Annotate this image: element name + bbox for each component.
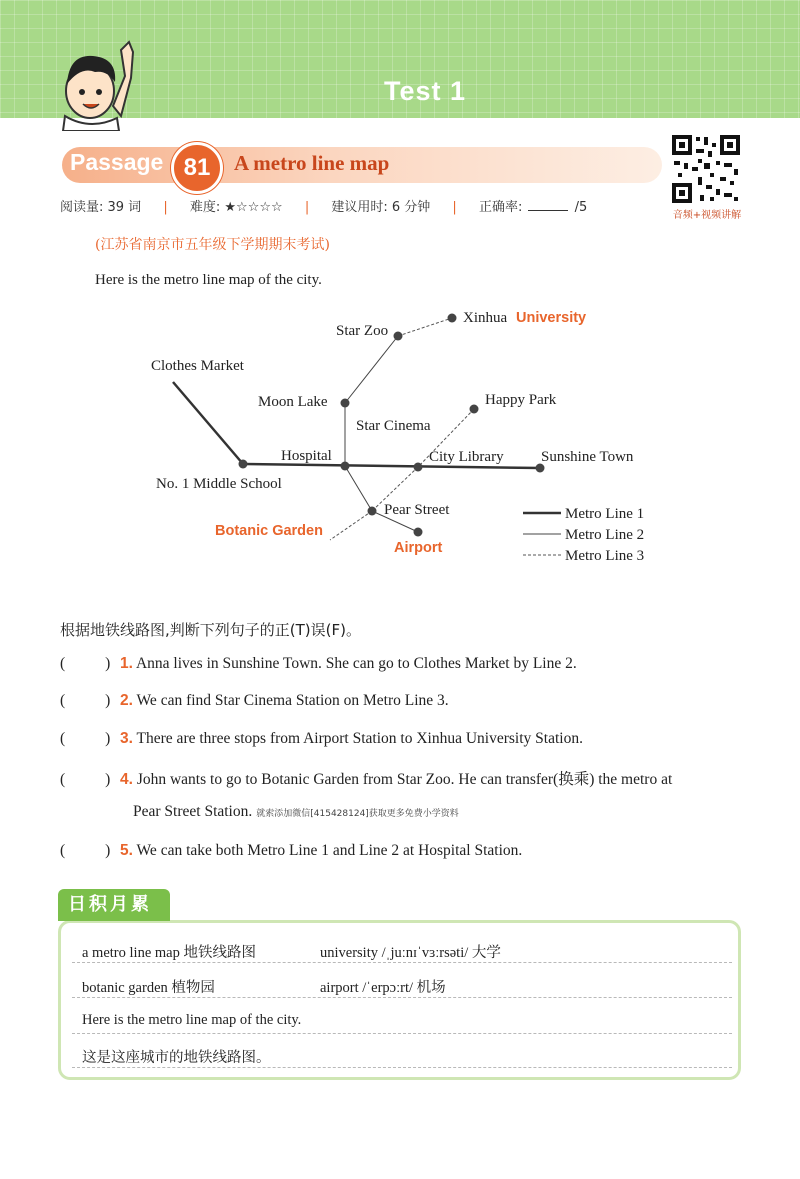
passage-number-badge: 81	[171, 142, 223, 194]
qr-caption: 音频+视频讲解	[672, 210, 742, 221]
station-dot	[368, 507, 377, 516]
vocab-row-right	[320, 941, 501, 962]
passage-title: A metro line map	[234, 151, 390, 175]
station-label-no1-school: No. 1 Middle School	[156, 476, 282, 492]
dashed-divider	[72, 997, 732, 998]
station-dot	[239, 460, 248, 469]
vocab-title: 日积月累	[58, 889, 170, 921]
vocab-sentence: Here is the metro line map of the city.	[82, 1012, 302, 1028]
question-number: 4.	[120, 771, 133, 788]
boy-mascot-icon	[55, 36, 145, 131]
question-number: 2.	[120, 692, 133, 709]
dashed-divider	[72, 1067, 732, 1068]
station-label-moon-lake: Moon Lake	[258, 394, 328, 410]
station-dot	[470, 405, 479, 414]
exam-source: (江苏省南京市五年级下学期期末考试)	[95, 237, 330, 253]
question-4	[60, 767, 672, 789]
difficulty-label: 难度:	[189, 200, 221, 215]
accuracy-total: /5	[574, 200, 588, 215]
vocab-sentence-translation: 这是这座城市的地铁线路图。	[82, 1050, 271, 1066]
station-dot	[341, 462, 350, 471]
metro-line-map	[0, 290, 800, 580]
answer-blank[interactable]: ( )	[60, 771, 111, 788]
station-label-airport: Airport	[394, 540, 443, 556]
metro-line-1	[173, 382, 243, 464]
metro-line-2	[345, 336, 398, 403]
separator: |	[452, 200, 457, 215]
question-number: 1.	[120, 655, 133, 672]
answer-blank[interactable]: ( )	[60, 655, 111, 672]
answer-blank[interactable]: ( )	[60, 692, 111, 709]
station-label-sunshine-town: Sunshine Town	[541, 449, 634, 465]
question-text: Anna lives in Sunshine Town. She can go to Clothes Market by Line 2.	[135, 655, 577, 672]
reading-count: 阅读量: 39 词	[60, 200, 142, 215]
question-text: We can find Star Cinema Station on Metro Line 3.	[136, 692, 449, 709]
question-5	[60, 842, 522, 860]
station-dot	[414, 528, 423, 537]
station-label-university: University	[516, 310, 587, 326]
legend-line-3: Metro Line 3	[565, 548, 645, 564]
station-label-city-library: City Library	[429, 449, 504, 465]
answer-blank[interactable]: ( )	[60, 842, 111, 859]
accuracy-blank[interactable]	[528, 210, 568, 211]
intro-text: Here is the metro line map of the city.	[95, 272, 322, 288]
meta-row	[60, 196, 587, 215]
suggested-time: 建议用时: 6 分钟	[331, 200, 431, 215]
station-label-hospital: Hospital	[281, 448, 332, 464]
vocab-row	[82, 941, 256, 962]
station-dot	[341, 399, 350, 408]
instruction: 根据地铁线路图,判断下列句子的正(T)误(F)。	[60, 621, 361, 639]
question-text: We can take both Metro Line 1 and Line 2 at Hospital Station.	[136, 842, 523, 859]
legend-line-2: Metro Line 2	[565, 527, 645, 543]
metro-line-3	[398, 318, 452, 336]
question-2	[60, 692, 449, 710]
station-dot	[414, 463, 423, 472]
dashed-divider	[72, 1033, 732, 1034]
accuracy-label: 正确率:	[478, 200, 523, 215]
test-title: Test 1	[384, 76, 467, 106]
question-text: John wants to go to Botanic Garden from Star Zoo. He can transfer(换乘) the metro at	[136, 771, 673, 788]
metro-line-3	[330, 511, 372, 540]
question-number: 3.	[120, 730, 133, 747]
watermark-text: 就索添加微信[415428124]获取更多免费小学资料	[256, 809, 459, 819]
station-label-botanic-garden: Botanic Garden	[215, 523, 323, 539]
question-3	[60, 730, 583, 748]
station-dot	[394, 332, 403, 341]
metro-line-2	[345, 466, 372, 511]
qr-code-icon[interactable]	[670, 133, 742, 205]
station-dot	[448, 314, 457, 323]
separator: |	[163, 200, 168, 215]
station-label-clothes-market: Clothes Market	[151, 358, 244, 374]
station-label-star-cinema: Star Cinema	[356, 418, 431, 434]
vocab-right: university /ˌjuːnɪˈvɜːrsəti/ 大学	[320, 945, 501, 961]
answer-blank[interactable]: ( )	[60, 730, 111, 747]
question-4-continued	[133, 803, 459, 821]
station-label-star-zoo: Star Zoo	[336, 323, 389, 339]
dashed-divider	[72, 962, 732, 963]
separator: |	[304, 200, 310, 215]
difficulty-stars: ★☆☆☆☆	[224, 200, 283, 215]
station-label-pear-street: Pear Street	[384, 502, 450, 518]
legend-line-1: Metro Line 1	[565, 506, 645, 522]
question-1	[60, 655, 577, 673]
vocab-left: botanic garden 植物园	[82, 980, 215, 996]
station-label-happy-park: Happy Park	[485, 392, 557, 408]
station-label-xinhua: Xinhua	[463, 310, 508, 326]
question-number: 5.	[120, 842, 133, 859]
vocab-left: a metro line map 地铁线路图	[82, 945, 256, 961]
vocab-row	[82, 976, 215, 997]
question-text: There are three stops from Airport Station to Xinhua University Station.	[136, 730, 583, 747]
vocab-row-right	[320, 976, 446, 997]
question-text: Pear Street Station.	[133, 803, 253, 820]
vocab-right: airport /ˈerpɔːrt/ 机场	[320, 980, 446, 996]
passage-label: Passage	[70, 149, 164, 175]
